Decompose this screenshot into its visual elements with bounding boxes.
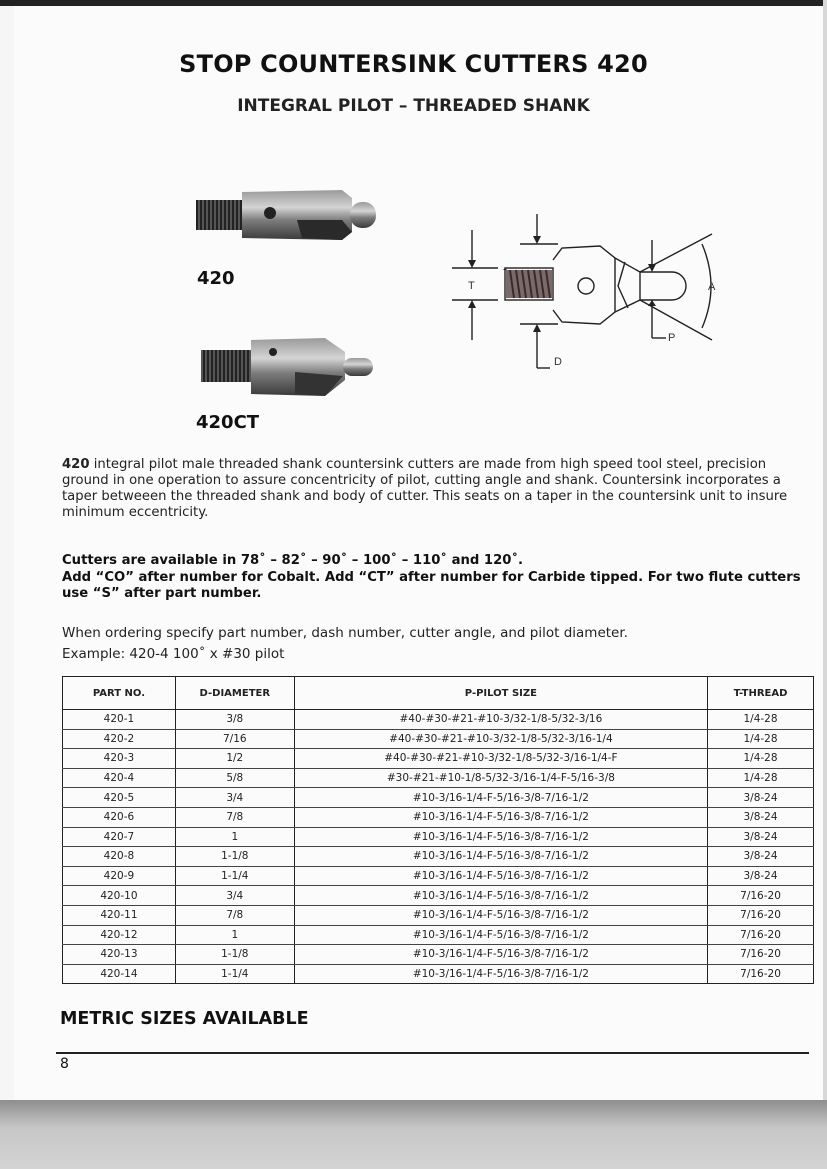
t-thread-cell: 7/16-20 — [708, 945, 814, 965]
scan-right-edge — [823, 0, 827, 1100]
availability-line-2: Add “CO” after number for Cobalt. Add “CT” after number for Carbide tipped. For two flute cutters use “S” after part number. — [62, 570, 801, 601]
d-diameter-cell: 7/8 — [175, 807, 294, 827]
p-pilot-size-cell: #10-3/16-1/4-F-5/16-3/8-7/16-1/2 — [294, 964, 707, 984]
page-title: STOP COUNTERSINK CUTTERS 420 — [179, 50, 648, 78]
p-pilot-size-cell: #10-3/16-1/4-F-5/16-3/8-7/16-1/2 — [294, 886, 707, 906]
metric-sizes-note: METRIC SIZES AVAILABLE — [60, 1009, 309, 1029]
part-no-cell: 420-7 — [63, 827, 176, 847]
header-d-diameter: D-DIAMETER — [175, 677, 294, 710]
description-paragraph — [62, 457, 802, 521]
t-thread-cell: 1/4-28 — [708, 749, 814, 769]
table-row — [63, 729, 814, 749]
part-no-cell: 420-1 — [63, 710, 176, 730]
table-row — [63, 807, 814, 827]
p-pilot-size-cell: #10-3/16-1/4-F-5/16-3/8-7/16-1/2 — [294, 905, 707, 925]
description-lead: 420 — [62, 457, 90, 472]
table-row — [63, 827, 814, 847]
table-row — [63, 866, 814, 886]
header-p-pilot-size: P-PILOT SIZE — [294, 677, 707, 710]
dim-label-a: A — [708, 281, 716, 293]
t-thread-cell: 3/8-24 — [708, 788, 814, 808]
table-row — [63, 710, 814, 730]
part-no-cell: 420-8 — [63, 847, 176, 867]
t-thread-cell: 3/8-24 — [708, 807, 814, 827]
part-no-cell: 420-13 — [63, 945, 176, 965]
page-number: 8 — [60, 1056, 69, 1072]
parts-table — [62, 676, 814, 984]
p-pilot-size-cell: #10-3/16-1/4-F-5/16-3/8-7/16-1/2 — [294, 807, 707, 827]
ordering-example: Example: 420-4 100˚ x #30 pilot — [62, 646, 285, 662]
p-pilot-size-cell: #10-3/16-1/4-F-5/16-3/8-7/16-1/2 — [294, 847, 707, 867]
d-diameter-cell: 1-1/4 — [175, 964, 294, 984]
d-diameter-cell: 1/2 — [175, 749, 294, 769]
t-thread-cell: 3/8-24 — [708, 847, 814, 867]
p-pilot-size-cell: #10-3/16-1/4-F-5/16-3/8-7/16-1/2 — [294, 827, 707, 847]
table-body — [63, 710, 814, 984]
part-no-cell: 420-6 — [63, 807, 176, 827]
part-no-cell: 420-10 — [63, 886, 176, 906]
part-no-cell: 420-9 — [63, 866, 176, 886]
d-diameter-cell: 7/16 — [175, 729, 294, 749]
t-thread-cell: 7/16-20 — [708, 925, 814, 945]
table-header-row — [63, 677, 814, 710]
header-t-thread: T-THREAD — [708, 677, 814, 710]
part-no-cell: 420-11 — [63, 905, 176, 925]
availability-line-1: Cutters are available in 78˚ – 82˚ – 90˚ – 100˚ – 110˚ and 120˚. — [62, 553, 524, 568]
t-thread-cell: 1/4-28 — [708, 729, 814, 749]
d-diameter-cell: 7/8 — [175, 905, 294, 925]
page-subtitle: INTEGRAL PILOT – THREADED SHANK — [237, 96, 590, 116]
table-row — [63, 788, 814, 808]
d-diameter-cell: 1-1/8 — [175, 945, 294, 965]
t-thread-cell: 7/16-20 — [708, 964, 814, 984]
t-thread-cell: 7/16-20 — [708, 905, 814, 925]
p-pilot-size-cell: #30-#21-#10-1/8-5/32-3/16-1/4-F-5/16-3/8 — [294, 768, 707, 788]
d-diameter-cell: 1-1/4 — [175, 866, 294, 886]
ordering-line-1: When ordering specify part number, dash number, cutter angle, and pilot diameter. — [62, 625, 628, 641]
dim-label-d: D — [554, 356, 562, 368]
p-pilot-size-cell: #40-#30-#21-#10-3/32-1/8-5/32-3/16 — [294, 710, 707, 730]
t-thread-cell: 3/8-24 — [708, 827, 814, 847]
d-diameter-cell: 5/8 — [175, 768, 294, 788]
table-row — [63, 768, 814, 788]
p-pilot-size-cell: #40-#30-#21-#10-3/32-1/8-5/32-3/16-1/4-F — [294, 749, 707, 769]
d-diameter-cell: 3/4 — [175, 788, 294, 808]
t-thread-cell: 1/4-28 — [708, 768, 814, 788]
p-pilot-size-cell: #40-#30-#21-#10-3/32-1/8-5/32-3/16-1/4 — [294, 729, 707, 749]
d-diameter-cell: 1 — [175, 827, 294, 847]
table-row — [63, 945, 814, 965]
d-diameter-cell: 3/8 — [175, 710, 294, 730]
table-row — [63, 749, 814, 769]
dim-label-p: P — [668, 332, 676, 344]
scan-bottom-edge — [0, 1100, 827, 1169]
cutter-420-photo — [192, 180, 392, 250]
cutter-420ct-label: 420CT — [196, 412, 260, 433]
d-diameter-cell: 1 — [175, 925, 294, 945]
dim-label-t: T — [468, 280, 475, 292]
p-pilot-size-cell: #10-3/16-1/4-F-5/16-3/8-7/16-1/2 — [294, 945, 707, 965]
part-no-cell: 420-2 — [63, 729, 176, 749]
dimension-diagram — [440, 200, 730, 380]
d-diameter-cell: 3/4 — [175, 886, 294, 906]
part-no-cell: 420-14 — [63, 964, 176, 984]
part-no-cell: 420-3 — [63, 749, 176, 769]
part-no-cell: 420-12 — [63, 925, 176, 945]
t-thread-cell: 1/4-28 — [708, 710, 814, 730]
t-thread-cell: 7/16-20 — [708, 886, 814, 906]
cutter-420-label: 420 — [197, 268, 235, 289]
table-row — [63, 925, 814, 945]
header-part-no: PART NO. — [63, 677, 176, 710]
cutter-420ct-photo — [195, 330, 385, 405]
d-diameter-cell: 1-1/8 — [175, 847, 294, 867]
footer-rule — [56, 1052, 809, 1054]
table-row — [63, 886, 814, 906]
table-row — [63, 905, 814, 925]
part-no-cell: 420-5 — [63, 788, 176, 808]
part-no-cell: 420-4 — [63, 768, 176, 788]
table-row — [63, 847, 814, 867]
p-pilot-size-cell: #10-3/16-1/4-F-5/16-3/8-7/16-1/2 — [294, 788, 707, 808]
p-pilot-size-cell: #10-3/16-1/4-F-5/16-3/8-7/16-1/2 — [294, 925, 707, 945]
t-thread-cell: 3/8-24 — [708, 866, 814, 886]
description-text: integral pilot male threaded shank countersink cutters are made from high speed tool steel, precision ground in one operation to assure concentricity of pilot, cutting angle and shank. Countersink incorporates a taper betweeen the threaded shank and body of cutter. This seats on a taper in the countersink unit to insure minimum eccentricity. — [62, 457, 788, 520]
p-pilot-size-cell: #10-3/16-1/4-F-5/16-3/8-7/16-1/2 — [294, 866, 707, 886]
table-row — [63, 964, 814, 984]
